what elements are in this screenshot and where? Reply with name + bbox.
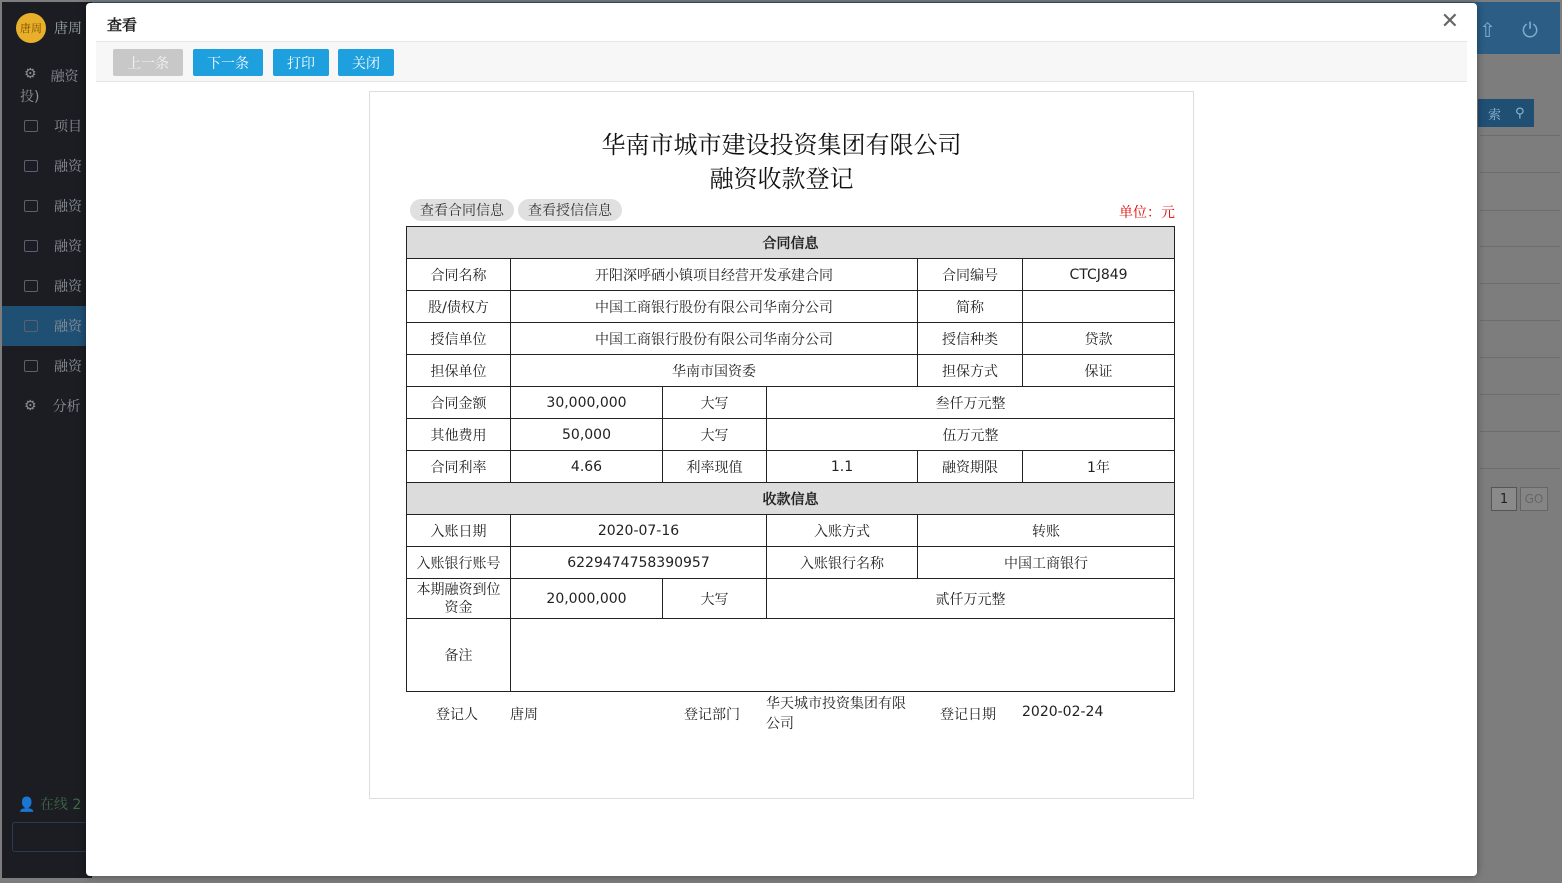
next-button[interactable]: 下一条 xyxy=(193,49,263,76)
value-short-name xyxy=(1023,291,1175,323)
receipt-section-header: 收款信息 xyxy=(407,483,1175,515)
value-contract-rate: 4.66 xyxy=(511,451,663,483)
sidebar-item-analysis[interactable] xyxy=(2,386,92,426)
sidebar-item-suffix: 投) xyxy=(20,89,40,105)
sidebar-item-label: 融资 xyxy=(54,159,82,175)
label-short-name: 简称 xyxy=(918,291,1023,323)
label-guarantee-method: 担保方式 xyxy=(918,355,1023,387)
divider xyxy=(1480,135,1560,136)
sidebar-item[interactable] xyxy=(2,186,92,226)
divider xyxy=(1480,468,1560,469)
sidebar-item-label: 融资 xyxy=(54,199,82,215)
value-contract-name: 开阳深呼硒小镇项目经营开发承建合同 xyxy=(511,259,918,291)
print-button[interactable]: 打印 xyxy=(273,49,329,76)
module-icon xyxy=(24,360,38,372)
contract-section-header: 合同信息 xyxy=(407,227,1175,259)
table-row xyxy=(407,323,1175,355)
power-icon[interactable]: ⏻ xyxy=(1522,18,1538,42)
label-guarantor: 担保单位 xyxy=(407,355,511,387)
dialog-toolbar xyxy=(96,42,1467,82)
label-contract-no: 合同编号 xyxy=(918,259,1023,291)
prev-button[interactable]: 上一条 xyxy=(113,49,183,76)
online-status xyxy=(18,794,81,814)
sidebar-item-label: 融资 xyxy=(54,279,82,295)
table-row xyxy=(407,387,1175,419)
value-guarantor: 华南市国资委 xyxy=(511,355,918,387)
label-bank-account: 入账银行账号 xyxy=(407,547,511,579)
table-row xyxy=(407,547,1175,579)
value-credit-type: 贷款 xyxy=(1023,323,1175,355)
company-title: 华南市城市建设投资集团有限公司 xyxy=(601,131,962,159)
value-other-fees: 50,000 xyxy=(511,419,663,451)
dialog-title: 查看 xyxy=(107,16,138,34)
unit-label: 单位：元 xyxy=(1119,205,1175,221)
value-contract-no: CTCJ849 xyxy=(1023,259,1175,291)
table-row xyxy=(407,259,1175,291)
sidebar-item-label: 项目 xyxy=(54,119,82,135)
sidebar xyxy=(2,2,92,878)
sidebar-item-label: 分析 xyxy=(52,399,81,415)
sidebar-item[interactable] xyxy=(2,226,92,266)
divider xyxy=(1480,172,1560,173)
module-icon xyxy=(24,200,38,212)
sidebar-item[interactable] xyxy=(2,146,92,186)
sidebar-item-project[interactable] xyxy=(2,106,92,146)
sidebar-header xyxy=(2,2,92,54)
document-subtitle: 融资收款登记 xyxy=(709,165,854,193)
module-icon xyxy=(24,280,38,292)
label-creditor: 股/债权方 xyxy=(407,291,511,323)
close-icon[interactable]: ✕ xyxy=(1440,9,1459,34)
divider xyxy=(1480,320,1560,321)
online-label: 在线 2 xyxy=(39,797,82,813)
label-bank-name: 入账银行名称 xyxy=(767,547,918,579)
gear-icon: ⚙ xyxy=(24,66,37,82)
close-button[interactable]: 关闭 xyxy=(338,49,394,76)
user-icon: 👤 xyxy=(18,797,36,813)
label-financing-term: 融资期限 xyxy=(918,451,1023,483)
divider xyxy=(1480,246,1560,247)
document-page xyxy=(369,91,1194,799)
label-reg-date: 登记日期 xyxy=(940,707,996,723)
page-number-input[interactable]: 1 xyxy=(1491,487,1517,511)
user-name[interactable]: 唐周 xyxy=(54,21,82,37)
sidebar-item[interactable] xyxy=(2,346,92,386)
gear-icon: ⚙ xyxy=(24,398,37,414)
value-contract-amount: 30,000,000 xyxy=(511,387,663,419)
divider xyxy=(1480,431,1560,432)
label-credit-unit: 授信单位 xyxy=(407,323,511,355)
module-icon xyxy=(24,240,38,252)
home-icon[interactable]: ⇧ xyxy=(1479,18,1496,42)
table-row xyxy=(407,579,1175,619)
search-icon: ⚲ xyxy=(1515,105,1525,121)
table-row xyxy=(407,619,1175,692)
view-dialog xyxy=(86,3,1477,876)
value-entry-date: 2020-07-16 xyxy=(511,515,767,547)
table-row xyxy=(407,451,1175,483)
table-row xyxy=(407,227,1175,259)
value-reg-dept: 华天城市投资集团有限公司 xyxy=(766,696,906,732)
value-funds-arrived: 20,000,000 xyxy=(511,579,663,619)
sidebar-item-label: 融资 xyxy=(50,69,79,85)
sidebar-item-label: 融资 xyxy=(54,359,82,375)
value-contract-amount-capital: 叁仟万元整 xyxy=(767,387,1175,419)
value-rate-present: 1.1 xyxy=(767,451,918,483)
registration-footer xyxy=(406,692,1174,732)
value-financing-term: 1年 xyxy=(1023,451,1175,483)
sidebar-input[interactable] xyxy=(12,822,92,852)
view-contract-button[interactable]: 查看合同信息 xyxy=(410,199,514,221)
value-other-fees-capital: 伍万元整 xyxy=(767,419,1175,451)
table-row xyxy=(407,515,1175,547)
label-capital: 大写 xyxy=(663,387,767,419)
avatar[interactable]: 唐周 xyxy=(16,13,46,43)
value-credit-unit: 中国工商银行股份有限公司华南分公司 xyxy=(511,323,918,355)
sidebar-item-financing[interactable] xyxy=(2,54,92,106)
label-contract-name: 合同名称 xyxy=(407,259,511,291)
sidebar-item-active[interactable] xyxy=(2,306,92,346)
value-bank-name: 中国工商银行 xyxy=(918,547,1175,579)
label-remarks: 备注 xyxy=(407,619,511,692)
label-credit-type: 授信种类 xyxy=(918,323,1023,355)
label-contract-amount: 合同金额 xyxy=(407,387,511,419)
divider xyxy=(1480,283,1560,284)
value-funds-arrived-capital: 贰仟万元整 xyxy=(767,579,1175,619)
sidebar-item[interactable] xyxy=(2,266,92,306)
view-credit-button[interactable]: 查看授信信息 xyxy=(518,199,622,221)
table-row xyxy=(407,483,1175,515)
value-remarks xyxy=(511,619,1175,692)
divider xyxy=(1480,394,1560,395)
table-row xyxy=(407,291,1175,323)
label-reg-dept: 登记部门 xyxy=(684,707,740,723)
search-label: 索 xyxy=(1488,107,1502,123)
divider xyxy=(1480,357,1560,358)
module-icon xyxy=(24,160,38,172)
sidebar-item-label: 融资 xyxy=(54,239,82,255)
label-entry-method: 入账方式 xyxy=(767,515,918,547)
label-entry-date: 入账日期 xyxy=(407,515,511,547)
value-reg-date: 2020-02-24 xyxy=(1022,704,1104,720)
module-icon xyxy=(24,120,38,132)
registration-table xyxy=(406,226,1175,692)
label-contract-rate: 合同利率 xyxy=(407,451,511,483)
label-registrant: 登记人 xyxy=(436,707,478,723)
module-icon xyxy=(24,320,38,332)
divider xyxy=(1480,210,1560,211)
search-button[interactable] xyxy=(1478,99,1534,127)
value-entry-method: 转账 xyxy=(918,515,1175,547)
value-registrant: 唐周 xyxy=(510,707,538,723)
label-capital: 大写 xyxy=(663,419,767,451)
table-row xyxy=(407,419,1175,451)
value-bank-account: 6229474758390957 xyxy=(511,547,767,579)
value-creditor: 中国工商银行股份有限公司华南分公司 xyxy=(511,291,918,323)
value-guarantee-method: 保证 xyxy=(1023,355,1175,387)
label-rate-present: 利率现值 xyxy=(663,451,767,483)
sidebar-item-label: 融资 xyxy=(54,319,82,335)
table-row xyxy=(407,355,1175,387)
label-other-fees: 其他费用 xyxy=(407,419,511,451)
page-go-button[interactable]: GO xyxy=(1520,487,1548,511)
label-funds-arrived: 本期融资到位资金 xyxy=(407,579,511,619)
label-capital: 大写 xyxy=(663,579,767,619)
